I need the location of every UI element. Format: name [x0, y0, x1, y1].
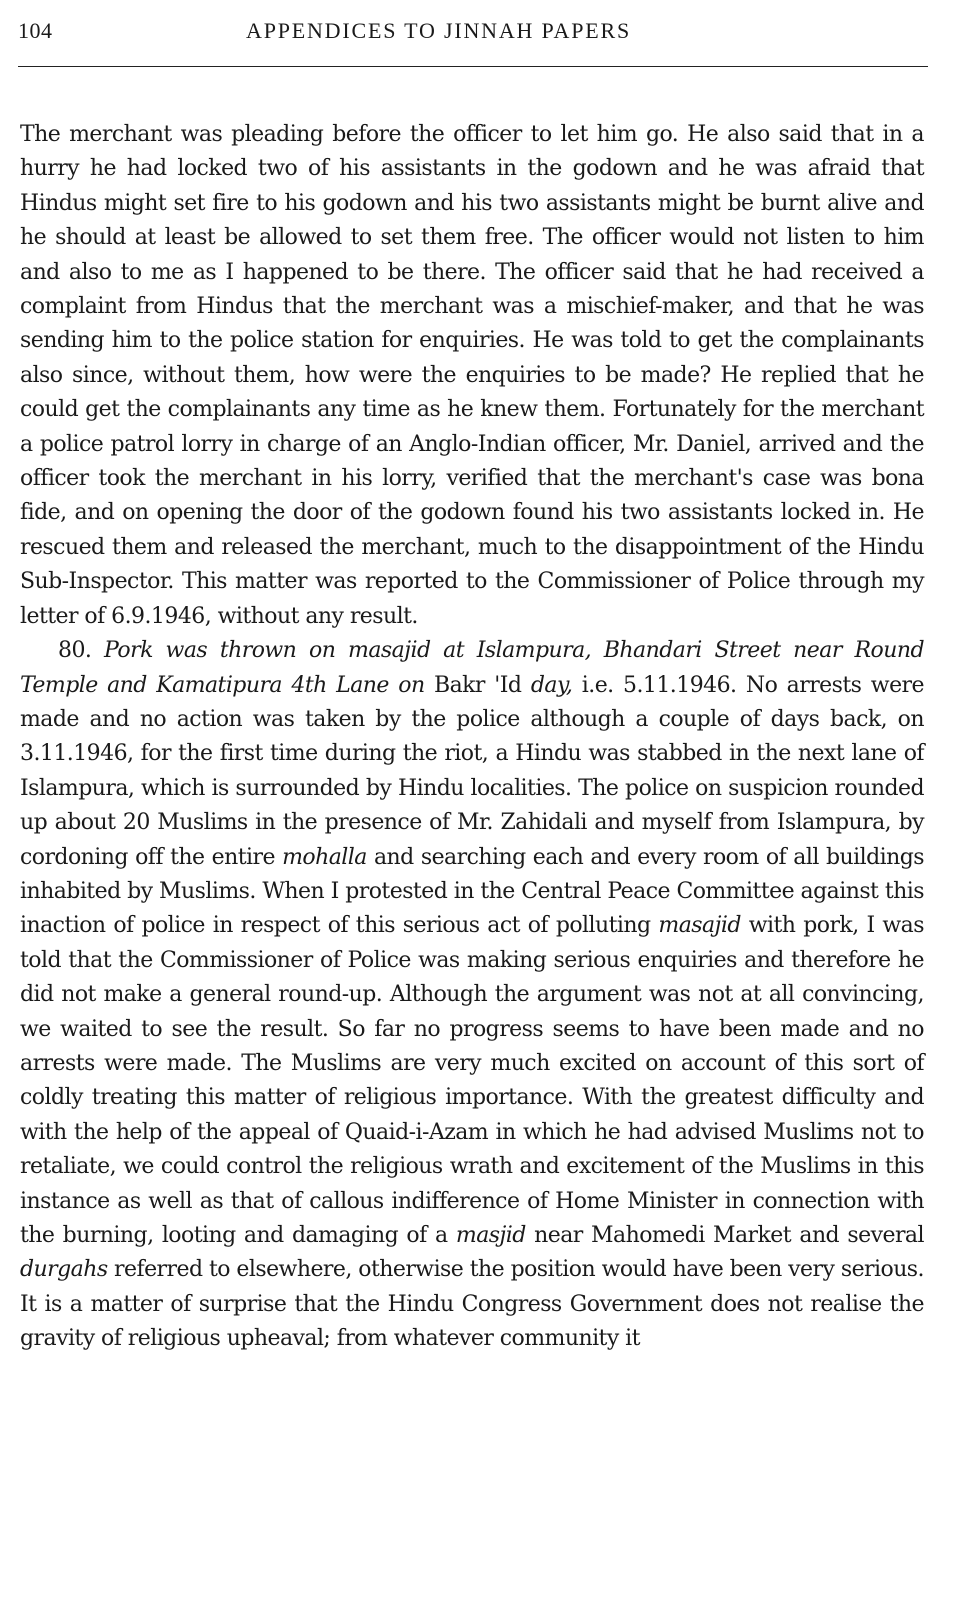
- page-header: [18, 18, 928, 54]
- page-number: 104: [18, 18, 53, 43]
- paragraph-heading-italic: Pork was thrown on masajid at Islampura, Bhandari Street near Round Temple and Kamatipura 4th Lane on: [20, 638, 924, 698]
- body-text: [20, 118, 924, 1357]
- paragraph-text: referred to elsewhere, otherwise the position would have been very serious. It is a matter of surprise that the Hindu Congress Government does not realise the gravity of religious upheaval; from whatever community it: [20, 1257, 924, 1352]
- paragraph-text: i.e. 5.11.1946. No arrests were made and no action was taken by the police although a couple of days back, on 3.11.1946, for the first time during the riot, a Hindu was stabbed in the next lane of Islampura, which is surrounded by Hindu localities. The police on suspicion rounded up about 20 Muslims in the presence of Mr. Zahidali and myself from Islampura, by cordoning off the entire: [20, 672, 924, 870]
- term-durgahs: durgahs: [20, 1257, 108, 1283]
- term-masjid: masjid: [455, 1223, 526, 1248]
- paragraph-80: [20, 634, 924, 1357]
- paragraph-heading-italic-day: day,: [530, 672, 573, 698]
- paragraph-number: 80.: [58, 638, 92, 664]
- header-rule: [18, 66, 928, 67]
- running-title: APPENDICES TO JINNAH PAPERS: [246, 18, 632, 43]
- paragraph-1: The merchant was pleading before the officer to let him go. He also said that in a hurry he had locked two of his assistants in the godown and he was afraid that Hindus might set fire to his godown and his two assistants might be burnt alive and he should at least be allowed to set them free. The officer would not listen to him and also to me as I happened to be there. The officer said that he had received a complaint from Hindus that the merchant was a mischief-maker, and that he was sending him to the police station for enquiries. He was told to get the complainants also since, without them, how were the enquiries to be made? He replied that he could get the complainants any time as he knew them. Fortunately for the merchant a police patrol lorry in charge of an Anglo-Indian officer, Mr. Daniel, arrived and the officer took the merchant in his lorry, verified that the merchant's case was bona fide, and on opening the door of the godown found his two assistants locked in. He rescued them and released the merchant, much to the disappointment of the Hindu Sub-Inspector. This matter was reported to the Commissioner of Police through my letter of 6.9.1946, without any result.: [20, 122, 924, 629]
- paragraph-text: near Mahomedi Market and several: [534, 1223, 924, 1248]
- paragraph-heading-roman: Bakr 'Id: [433, 672, 522, 698]
- term-masajid: masajid: [658, 913, 741, 939]
- paragraph-text: with pork, I was told that the Commissioner of Police was making serious enquiries and therefore he did not make a general round-up. Although the argument was not at all convincing, we waited to see the result. So far no progress seems to have been made and no arrests were made. The Muslims are very much excited on account of this sort of coldly treating this matter of religious importance. With the greatest difficulty and with the help of the appeal of Quaid-i-Azam in which he had advised Muslims not to retaliate, we could control the religious wrath and excitement of the Muslims in this instance as well as that of callous indifference of Home Minister in connection with the burning, looting and damaging of a: [20, 913, 924, 1248]
- term-mohalla: mohalla: [282, 844, 367, 870]
- paragraph-text: and searching each and every room of all buildings inhabited by Muslims. When I protested in the Central Peace Committee against this inaction of police in respect of this serious act of polluting: [20, 844, 925, 939]
